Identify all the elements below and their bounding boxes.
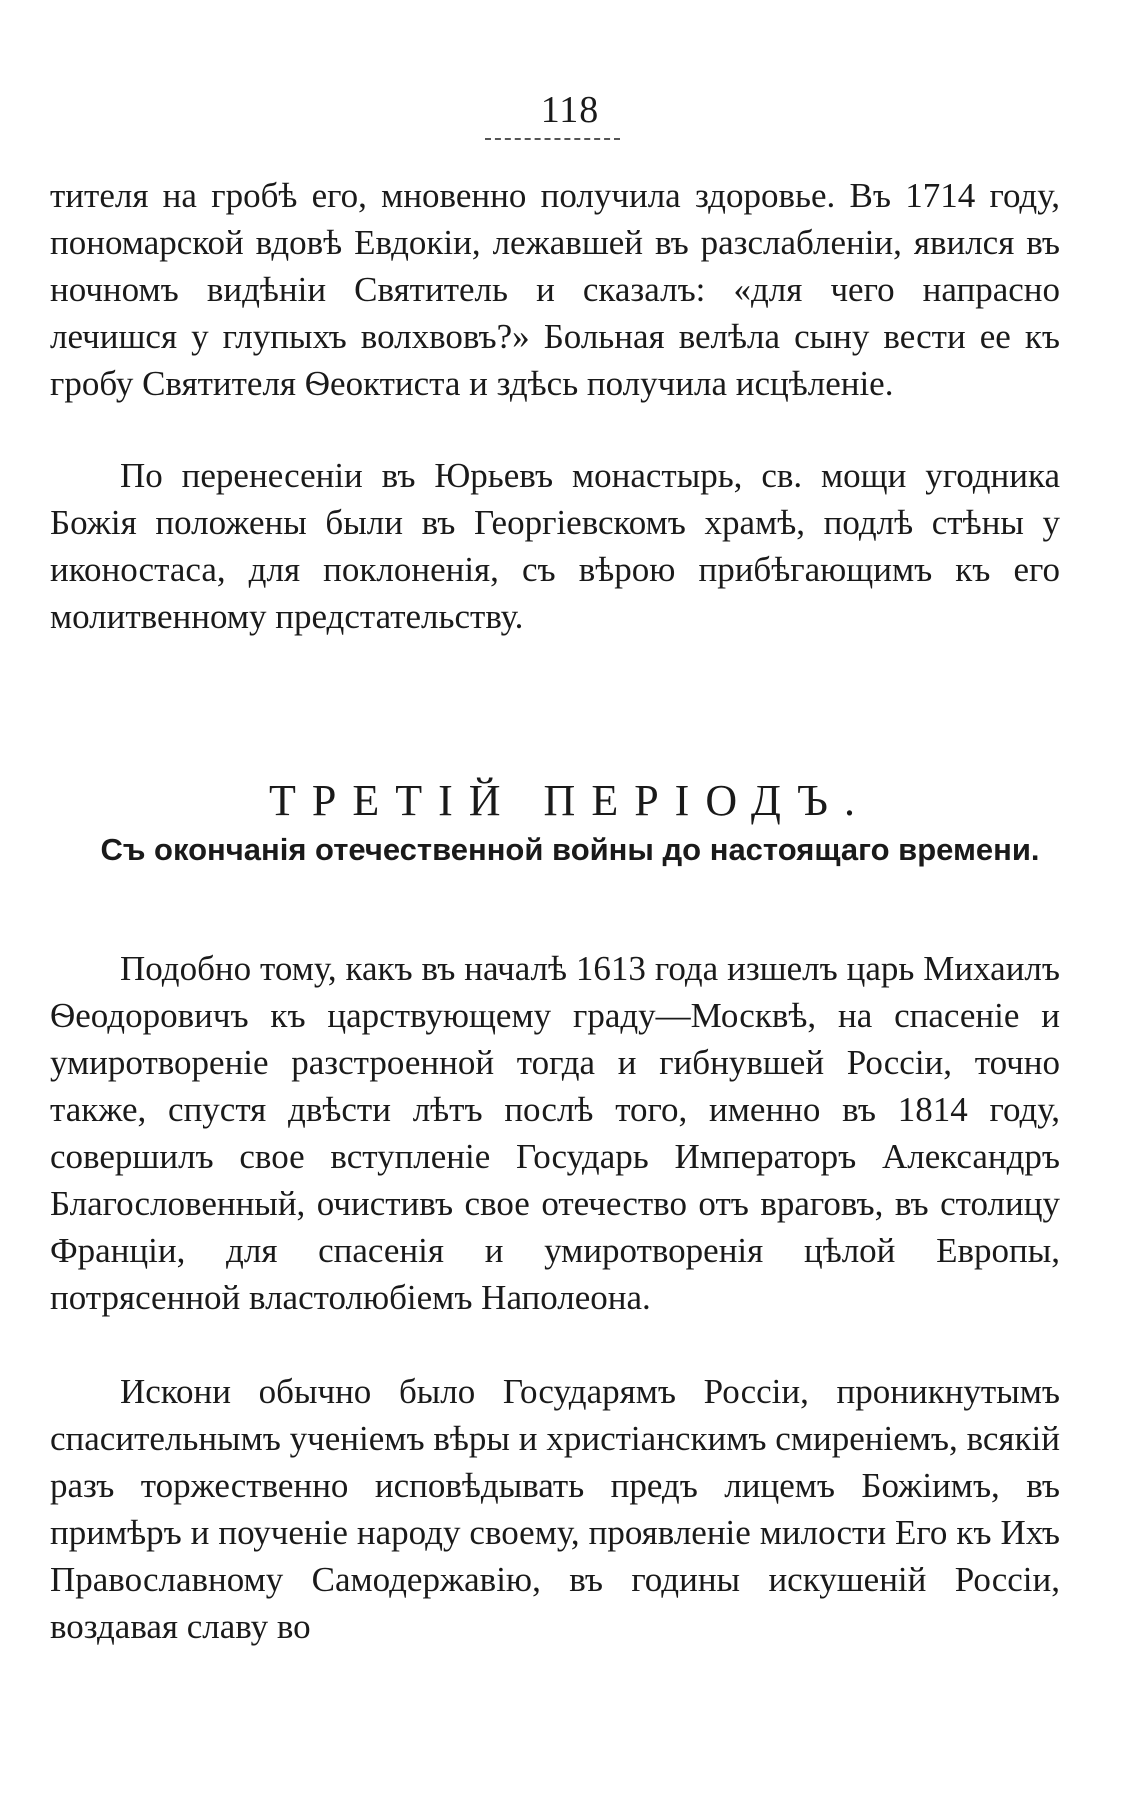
page-number: 118 [540,89,600,131]
section-subtitle: Съ окончанія отечественной войны до настоящаго времени. [100,832,1040,867]
page-number-rule [485,138,620,140]
paragraph-emperor-entry [50,945,1060,1321]
paragraph-text: По перенесеніи въ Юрьевъ монастырь, св. мощи угодника Божія положены были въ Георгіевскомъ храмѣ, подлѣ стѣны у иконостаса, для поклоненія, съ вѣрою прибѣгающимъ къ его молитвенному предстательству. [50,456,1060,636]
paragraph-sovereigns [50,1368,1060,1650]
paragraph-text: тителя на гробѣ его, мновенно получила здоровье. Въ 1714 году, пономарской вдовѣ Евдокіи, лежавшей въ разслабленіи, явился въ ночномъ видѣніи Святитель и сказалъ: «для чего напрасно лечишся у глупыхъ волхвовъ?» Больная велѣла сыну вести ее къ гробу Святителя Ѳеоктиста и здѣсь получила исцѣленіе. [50,176,1060,403]
section-title: ТРЕТІЙ ПЕРІОДЪ. [269,775,871,825]
paragraph-relics [50,452,1060,640]
paragraph-text: Подобно тому, какъ въ началѣ 1613 года изшелъ царь Михаилъ Ѳеодоровичъ къ царствующему граду—Москвѣ, на спасеніе и умиротвореніе разстроенной тогда и гибнувшей Россіи, точно также, спустя двѣсти лѣтъ послѣ того, именно въ 1814 году, совершилъ свое вступленіе Государь Императоръ Александръ Благословенный, очистивъ свое отечество отъ враговъ, въ столицу Франціи, для спасенія и умиротворенія цѣлой Европы, потрясенной властолюбіемъ Наполеона. [50,949,1060,1317]
paragraph-continuation [50,172,1060,407]
paragraph-text: Искони обычно было Государямъ Россіи, проникнутымъ спасительнымъ ученіемъ вѣры и христіанскимъ смиреніемъ, всякій разъ торжественно исповѣдывать предъ лицемъ Божіимъ, въ примѣръ и поученіе народу своему, проявленіе милости Его къ Ихъ Православному Самодержавію, въ годины искушеній Россіи, воздавая славу во [50,1372,1060,1646]
